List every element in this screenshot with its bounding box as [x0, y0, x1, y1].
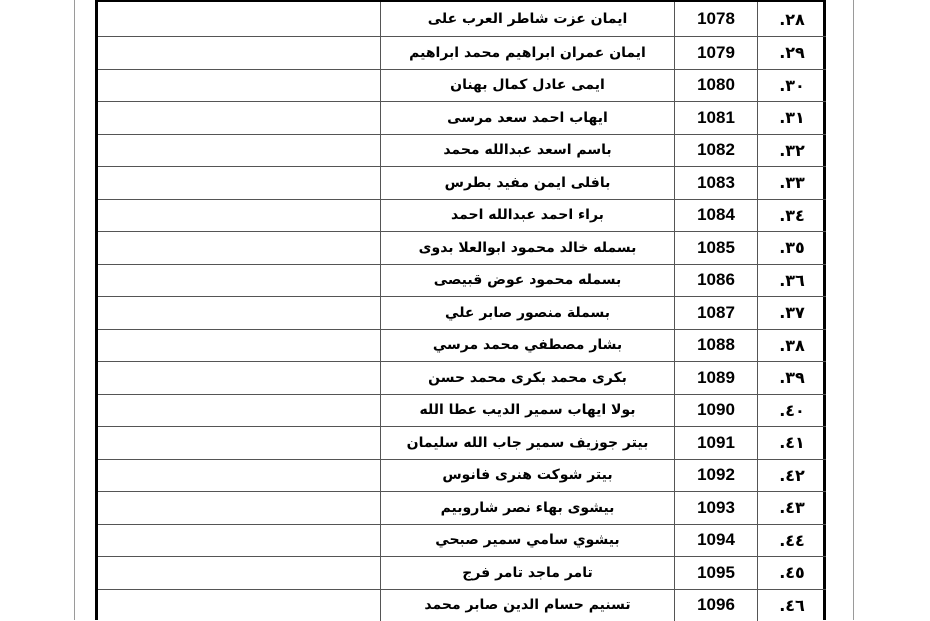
row-index-cell: ٤٢.: [758, 459, 827, 492]
student-name-cell: تسنيم حسام الدين صابر محمد: [381, 589, 675, 621]
row-index-cell: ٤٦.: [758, 589, 827, 621]
student-name-cell: بشار مصطفي محمد مرسي: [381, 329, 675, 362]
row-index-cell: ٣٠.: [758, 69, 827, 102]
row-index-cell: ٤٥.: [758, 557, 827, 590]
notes-cell: [98, 427, 381, 460]
notes-cell: [98, 297, 381, 330]
student-name-cell: بكرى محمد بكرى محمد حسن: [381, 362, 675, 395]
notes-cell: [98, 394, 381, 427]
row-index-cell: ٣٣.: [758, 167, 827, 200]
seat-number-cell: 1090: [675, 394, 758, 427]
roster-body: [98, 1, 826, 621]
student-name-cell: بسمله خالد محمود ابوالعلا بدوى: [381, 232, 675, 265]
student-name-cell: تامر ماجد تامر فرج: [381, 557, 675, 590]
seat-number-cell: 1078: [675, 1, 758, 37]
table-row: [98, 459, 826, 492]
student-name-cell: بسمله محمود عوض قبيصى: [381, 264, 675, 297]
seat-number-cell: 1092: [675, 459, 758, 492]
seat-number-cell: 1089: [675, 362, 758, 395]
row-index-cell: ٤١.: [758, 427, 827, 460]
table-row: [98, 589, 826, 621]
notes-cell: [98, 199, 381, 232]
row-index-cell: ٤٤.: [758, 524, 827, 557]
notes-cell: [98, 589, 381, 621]
notes-cell: [98, 102, 381, 135]
seat-number-cell: 1084: [675, 199, 758, 232]
notes-cell: [98, 362, 381, 395]
student-name-cell: ايمان عمران ابراهيم محمد ابراهيم: [381, 37, 675, 70]
table-row: [98, 102, 826, 135]
row-index-cell: ٢٨.: [758, 1, 827, 37]
table-row: [98, 232, 826, 265]
row-index-cell: ٣٢.: [758, 134, 827, 167]
row-index-cell: ٢٩.: [758, 37, 827, 70]
row-index-cell: ٣٤.: [758, 199, 827, 232]
student-name-cell: بيشوي سامي سمير صبحي: [381, 524, 675, 557]
notes-cell: [98, 492, 381, 525]
table-row: [98, 264, 826, 297]
table-row: [98, 69, 826, 102]
table-row: [98, 37, 826, 70]
page-edge-right: [853, 0, 854, 620]
notes-cell: [98, 329, 381, 362]
table-row: [98, 134, 826, 167]
row-index-cell: ٣٨.: [758, 329, 827, 362]
row-index-cell: ٣٧.: [758, 297, 827, 330]
notes-cell: [98, 557, 381, 590]
notes-cell: [98, 232, 381, 265]
student-name-cell: بيتر شوكت هنرى فانوس: [381, 459, 675, 492]
seat-number-cell: 1082: [675, 134, 758, 167]
table-row: [98, 199, 826, 232]
seat-number-cell: 1095: [675, 557, 758, 590]
seat-number-cell: 1094: [675, 524, 758, 557]
table-row: [98, 297, 826, 330]
notes-cell: [98, 1, 381, 37]
seat-number-cell: 1085: [675, 232, 758, 265]
seat-number-cell: 1080: [675, 69, 758, 102]
notes-cell: [98, 69, 381, 102]
row-index-cell: ٣٦.: [758, 264, 827, 297]
student-name-cell: براء احمد عبدالله احمد: [381, 199, 675, 232]
table-row: [98, 1, 826, 37]
student-name-cell: ايمى عادل كمال بهنان: [381, 69, 675, 102]
student-name-cell: بولا ايهاب سمير الديب عطا الله: [381, 394, 675, 427]
seat-number-cell: 1086: [675, 264, 758, 297]
notes-cell: [98, 524, 381, 557]
seat-number-cell: 1087: [675, 297, 758, 330]
notes-cell: [98, 459, 381, 492]
row-index-cell: ٣٩.: [758, 362, 827, 395]
table-row: [98, 394, 826, 427]
row-index-cell: ٣٥.: [758, 232, 827, 265]
table-row: [98, 329, 826, 362]
student-name-cell: بيتر جوزيف سمير جاب الله سليمان: [381, 427, 675, 460]
notes-cell: [98, 167, 381, 200]
student-name-cell: بافلى ايمن مفيد بطرس: [381, 167, 675, 200]
student-name-cell: بيشوى بهاء نصر شاروبيم: [381, 492, 675, 525]
table-row: [98, 427, 826, 460]
seat-number-cell: 1091: [675, 427, 758, 460]
page-edge-left: [74, 0, 75, 620]
student-name-cell: ايهاب احمد سعد مرسى: [381, 102, 675, 135]
table-row: [98, 492, 826, 525]
table-row: [98, 524, 826, 557]
seat-number-cell: 1081: [675, 102, 758, 135]
row-index-cell: ٤٣.: [758, 492, 827, 525]
seat-number-cell: 1079: [675, 37, 758, 70]
table-row: [98, 362, 826, 395]
student-name-cell: باسم اسعد عبدالله محمد: [381, 134, 675, 167]
seat-number-cell: 1088: [675, 329, 758, 362]
row-index-cell: ٣١.: [758, 102, 827, 135]
seat-number-cell: 1096: [675, 589, 758, 621]
notes-cell: [98, 134, 381, 167]
table-row: [98, 167, 826, 200]
student-name-cell: ايمان عزت شاطر العرب على: [381, 1, 675, 37]
student-roster-table: [98, 0, 826, 621]
table-row: [98, 557, 826, 590]
notes-cell: [98, 37, 381, 70]
row-index-cell: ٤٠.: [758, 394, 827, 427]
student-name-cell: بسملة منصور صابر علي: [381, 297, 675, 330]
seat-number-cell: 1093: [675, 492, 758, 525]
seat-number-cell: 1083: [675, 167, 758, 200]
notes-cell: [98, 264, 381, 297]
